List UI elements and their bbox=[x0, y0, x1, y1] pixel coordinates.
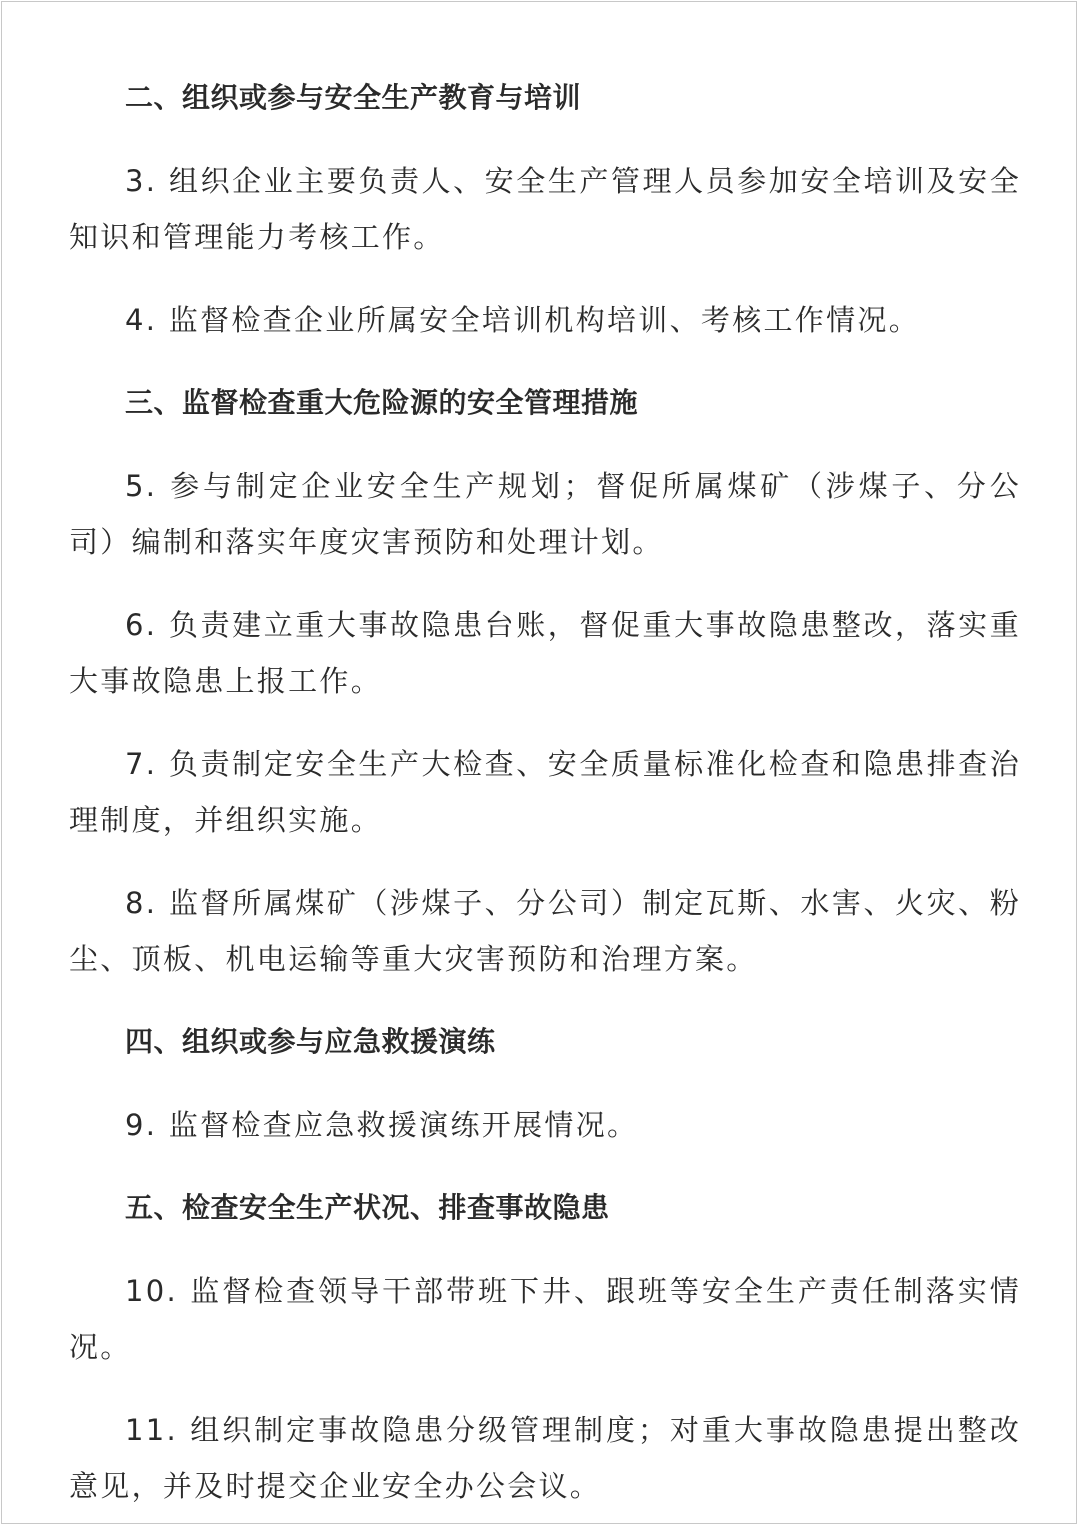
section-heading-2: 二、组织或参与安全生产教育与培训 bbox=[125, 81, 582, 114]
section-heading-5: 五、检查安全生产状况、排查事故隐患 bbox=[125, 1191, 610, 1224]
page-frame bbox=[1, 1, 1077, 1524]
item-5-paragraph: 5. 参与制定企业安全生产规划；督促所属煤矿（涉煤子、分公司）编制和落实年度灾害预防和处理计划。 bbox=[69, 469, 1021, 559]
section-heading-3: 三、监督检查重大危险源的安全管理措施 bbox=[125, 386, 639, 419]
item-11-paragraph: 11. 组织制定事故隐患分级管理制度；对重大事故隐患提出整改意见，并及时提交企业安全办公会议。 bbox=[69, 1413, 1021, 1503]
item-8-paragraph: 8. 监督所属煤矿（涉煤子、分公司）制定瓦斯、水害、火灾、粉尘、顶板、机电运输等重大灾害预防和治理方案。 bbox=[69, 886, 1021, 976]
item-7-paragraph: 7. 负责制定安全生产大检查、安全质量标准化检查和隐患排查治理制度，并组织实施。 bbox=[69, 747, 1021, 837]
item-3-paragraph: 3. 组织企业主要负责人、安全生产管理人员参加安全培训及安全知识和管理能力考核工作。 bbox=[69, 164, 1021, 254]
item-9-paragraph: 9. 监督检查应急救援演练开展情况。 bbox=[125, 1108, 639, 1142]
item-10-paragraph: 10. 监督检查领导干部带班下井、跟班等安全生产责任制落实情况。 bbox=[69, 1274, 1021, 1364]
item-6-paragraph: 6. 负责建立重大事故隐患台账，督促重大事故隐患整改，落实重大事故隐患上报工作。 bbox=[69, 608, 1021, 698]
section-heading-4: 四、组织或参与应急救援演练 bbox=[125, 1025, 496, 1058]
document-body bbox=[69, 70, 1021, 1514]
item-4-paragraph: 4. 监督检查企业所属安全培训机构培训、考核工作情况。 bbox=[125, 303, 920, 337]
